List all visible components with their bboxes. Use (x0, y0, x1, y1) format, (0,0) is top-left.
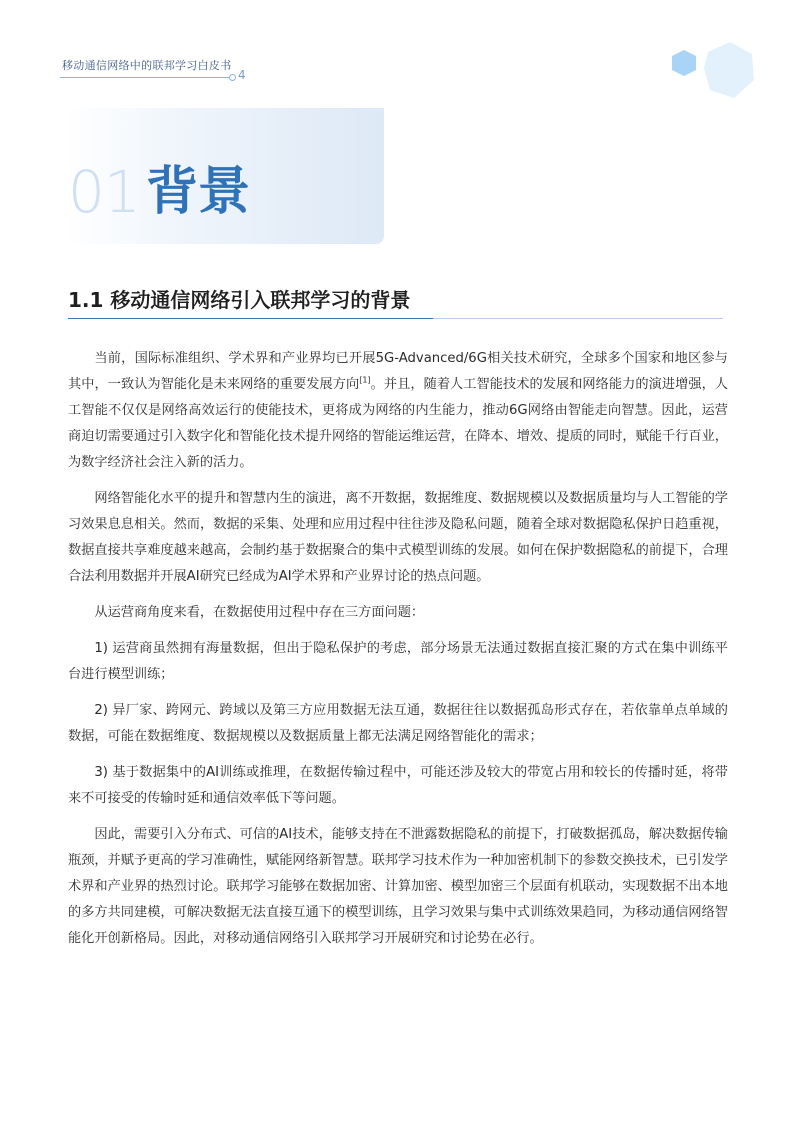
small-hexagon-icon (672, 50, 696, 76)
paragraph-2: 网络智能化水平的提升和智慧内生的演进，离不开数据，数据维度、数据规模以及数据质量均与人工智能的学习效果息息相关。然而，数据的采集、处理和应用过程中往往涉及隐私问题，随着全球对数据隐私保护日趋重视，数据直接共享难度越来越高，会制约基于数据聚合的集中式模型训练的发展。如何在保护数据隐私的前提下，合理合法利用数据并开展AI研究已经成为AI学术界和产业界讨论的热点问题。 (68, 491, 728, 584)
list-item-2: 2) 异厂家、跨网元、跨域以及第三方应用数据无法互通，数据往往以数据孤岛形式存在，若依靠单点单域的数据，可能在数据维度、数据规模以及数据质量上都无法满足网络智能化的需求； (68, 703, 728, 744)
page-number: 4 (238, 68, 246, 82)
header-divider (60, 77, 230, 78)
section-underline (68, 318, 433, 319)
chapter-title: 背景 (146, 162, 251, 222)
citation-ref: [1] (359, 375, 371, 385)
body-text (68, 346, 728, 962)
hexagon-decoration-icon (660, 40, 760, 130)
section-title: 1.1 移动通信网络引入联邦学习的背景 (68, 288, 411, 312)
large-hexagon-icon (704, 42, 754, 98)
section-underline-light (433, 318, 723, 319)
paragraph-1: 当前，国际标准组织、学术界和产业界均已开展5G-Advanced/6G相关技术研究，全球多个国家和地区参与其中，一致认为智能化是未来网络的重要发展方向[1]。并且，随着人工智能技术的发展和网络能力的演进增强，人工智能不仅仅是网络高效运行的使能技术，更将成为网络的内生能力，推动6G网络由智能走向智慧。因此，运营商迫切需要通过引入数字化和智能化技术提升网络的智能运维运营，在降本、增效、提质的同时，赋能千行百业，为数字经济社会注入新的活力。 (68, 351, 728, 470)
paragraph-3: 从运营商角度来看，在数据使用过程中存在三方面问题： (94, 605, 425, 620)
chapter-number: 01 (68, 158, 140, 226)
header-title: 移动通信网络中的联邦学习白皮书 (62, 59, 232, 72)
list-item-3: 3) 基于数据集中的AI训练或推理，在数据传输过程中，可能还涉及较大的带宽占用和较长的传播时延，将带来不可接受的传输时延和通信效率低下等问题。 (68, 765, 728, 806)
list-item-1: 1) 运营商虽然拥有海量数据，但出于隐私保护的考虑，部分场景无法通过数据直接汇聚的方式在集中训练平台进行模型训练； (68, 641, 728, 682)
header-divider-dot (229, 74, 236, 81)
paragraph-4: 因此，需要引入分布式、可信的AI技术，能够支持在不泄露数据隐私的前提下，打破数据孤岛，解决数据传输瓶颈，并赋予更高的学习准确性，赋能网络新智慧。联邦学习技术作为一种加密机制下的参数交换技术，已引发学术界和产业界的热烈讨论。联邦学习能够在数据加密、计算加密、模型加密三个层面有机联动，实现数据不出本地的多方共同建模，可解决数据无法直接互通下的模型训练，且学习效果与集中式训练效果趋同，为移动通信网络智能化开创新格局。因此，对移动通信网络引入联邦学习开展研究和讨论势在必行。 (68, 827, 728, 946)
